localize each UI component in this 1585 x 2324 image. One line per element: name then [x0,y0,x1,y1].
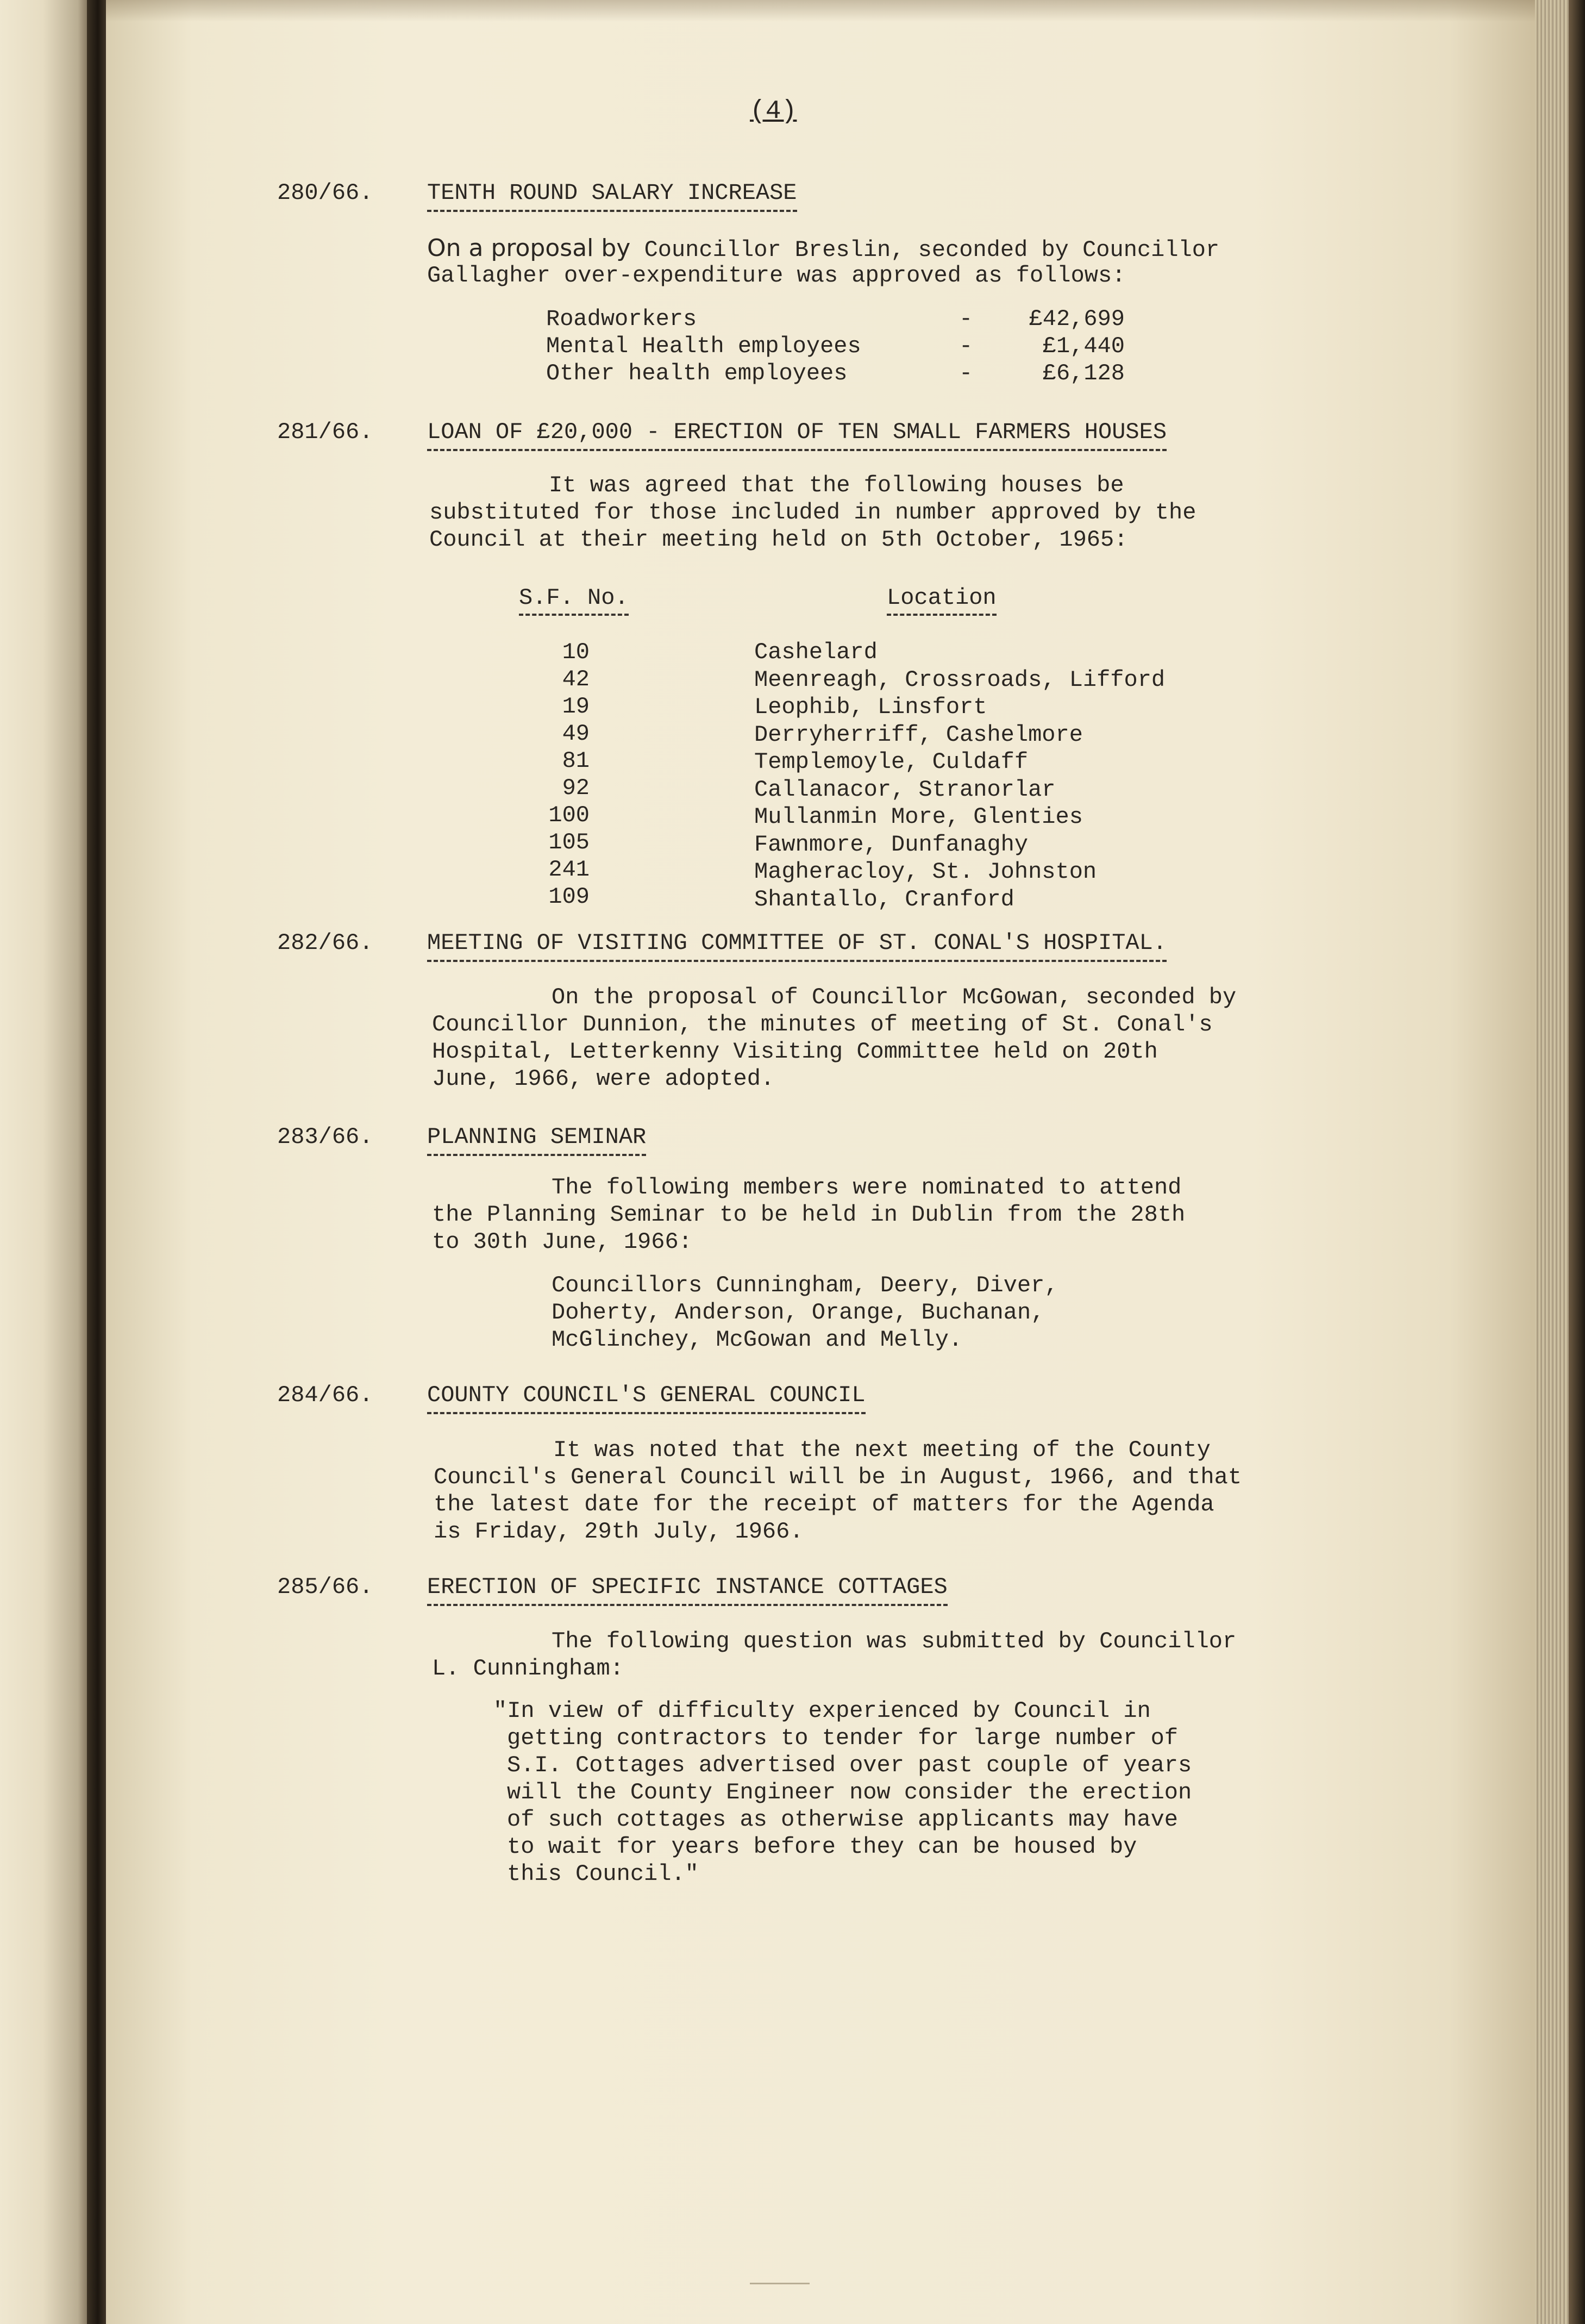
minute-number: 282/66. [277,930,373,956]
minute-number: 281/66. [277,419,373,445]
location-column [754,639,1165,913]
text-line: Gallagher over-expenditure was approved as follows: [427,263,1126,289]
text-line: Hospital, Letterkenny Visiting Committee held on 20th [432,1039,1158,1065]
house-location: Meenreagh, Crossroads, Lifford [754,666,1166,693]
text-line: S.I. Cottages advertised over past couple of years [507,1752,1192,1778]
expenditure-label: Other health employees [546,360,848,386]
expenditure-dash: - [959,333,973,359]
sf-number: 92 [562,775,590,801]
text-line: L. Cunningham: [432,1655,624,1682]
minute-body [432,984,1236,1092]
expenditure-amount: £42,699 [1029,306,1125,332]
expenditure-amounts [1016,305,1125,387]
text-line: "In view of difficulty experienced by Council in [493,1698,1151,1724]
minute-heading: PLANNING SEMINAR [427,1123,646,1156]
text-line: McGlinchey, McGowan and Melly. [552,1327,963,1353]
house-location: Cashelard [754,639,878,665]
text-line: is Friday, 29th July, 1966. [434,1519,804,1545]
house-location: Derryherriff, Cashelmore [754,721,1083,748]
expenditure-dash: - [959,360,973,386]
house-location: Templemoyle, Culdaff [754,749,1029,775]
text-line: of such cottages as otherwise applicants may have [507,1807,1179,1833]
expenditure-amount: £6,128 [1042,360,1125,386]
minute-number: 283/66. [277,1124,373,1150]
text-line: getting contractors to tender for large number of [507,1725,1179,1751]
minute-number: 280/66. [277,180,373,206]
pencil-mark [750,2283,810,2284]
expenditure-dash: - [959,306,973,332]
minute-body [432,1174,1185,1255]
sf-number-column [532,639,590,910]
sf-number: 100 [548,802,590,828]
minute-heading: ERECTION OF SPECIFIC INSTANCE COTTAGES [427,1573,948,1606]
expenditure-amount: £1,440 [1042,333,1125,359]
quoted-question [493,1697,1192,1888]
text-line: June, 1966, were adopted. [432,1066,775,1092]
expenditure-label: Mental Health employees [546,333,861,359]
sf-number: 109 [548,884,590,910]
minute-body [432,1628,1236,1682]
text-line: Councillor Breslin, seconded by Councillor [644,237,1220,263]
handwritten-intro: On a proposal by [427,234,631,262]
text-line: The following members were nominated to attend [552,1175,1182,1201]
sf-number: 241 [548,857,590,883]
text-line: Council's General Council will be in August, 1966, and that [434,1464,1242,1490]
sf-number: 81 [562,748,590,774]
sf-number: 19 [562,694,590,720]
text-line: the Planning Seminar to be held in Dublin from the 28th [432,1202,1186,1228]
sf-number: 49 [562,721,590,747]
house-location: Callanacor, Stranorlar [754,776,1056,803]
minute-number: 284/66. [277,1382,373,1408]
location-header: Location [887,584,997,616]
minute-body [434,1436,1242,1545]
sf-number-header: S.F. No. [519,584,629,616]
expenditure-labels [546,305,861,387]
sf-number: 10 [562,639,590,665]
sf-number: 105 [548,829,590,855]
page-number: (4) [750,97,797,126]
sf-number: 42 [562,666,590,692]
text-line: to wait for years before they can be housed by [507,1834,1137,1860]
text-line: Doherty, Anderson, Orange, Buchanan, [552,1300,1045,1326]
house-location: Fawnmore, Dunfanaghy [754,831,1029,858]
house-location: Leophib, Linsfort [754,694,987,720]
house-location: Shantallo, Cranford [754,886,1014,913]
text-line: this Council." [507,1861,699,1887]
text-line: substituted for those included in number approved by the [429,499,1196,526]
minute-heading: COUNTY COUNCIL'S GENERAL COUNCIL [427,1382,866,1414]
text-line: On the proposal of Councillor McGowan, seconded by [552,984,1237,1010]
text-line: The following question was submitted by Councillor [552,1628,1237,1654]
minute-body [429,472,1196,553]
text-line: to 30th June, 1966: [432,1229,692,1255]
text-line: It was noted that the next meeting of the County [553,1437,1211,1463]
text-line: Councillor Dunnion, the minutes of meeting of St. Conal's [432,1011,1213,1038]
minute-heading: LOAN OF £20,000 - ERECTION OF TEN SMALL FARMERS HOUSES [427,418,1167,451]
expenditure-label: Roadworkers [546,306,697,332]
text-line: Councillors Cunningham, Deery, Diver, [552,1272,1058,1298]
minute-heading: TENTH ROUND SALARY INCREASE [427,179,797,212]
text-line: Council at their meeting held on 5th October, 1965: [429,527,1128,553]
member-list [552,1272,1058,1353]
house-location: Mullanmin More, Glenties [754,804,1083,830]
house-location: Magheracloy, St. Johnston [754,859,1097,885]
text-line: It was agreed that the following houses be [549,472,1124,498]
minute-body [427,235,1219,289]
minute-heading: MEETING OF VISITING COMMITTEE OF ST. CONAL'S HOSPITAL. [427,929,1167,962]
minute-number: 285/66. [277,1574,373,1600]
text-line: the latest date for the receipt of matters for the Agenda [434,1491,1214,1517]
text-line: will the County Engineer now consider the erection [507,1779,1192,1806]
expenditure-dashes [959,305,973,387]
